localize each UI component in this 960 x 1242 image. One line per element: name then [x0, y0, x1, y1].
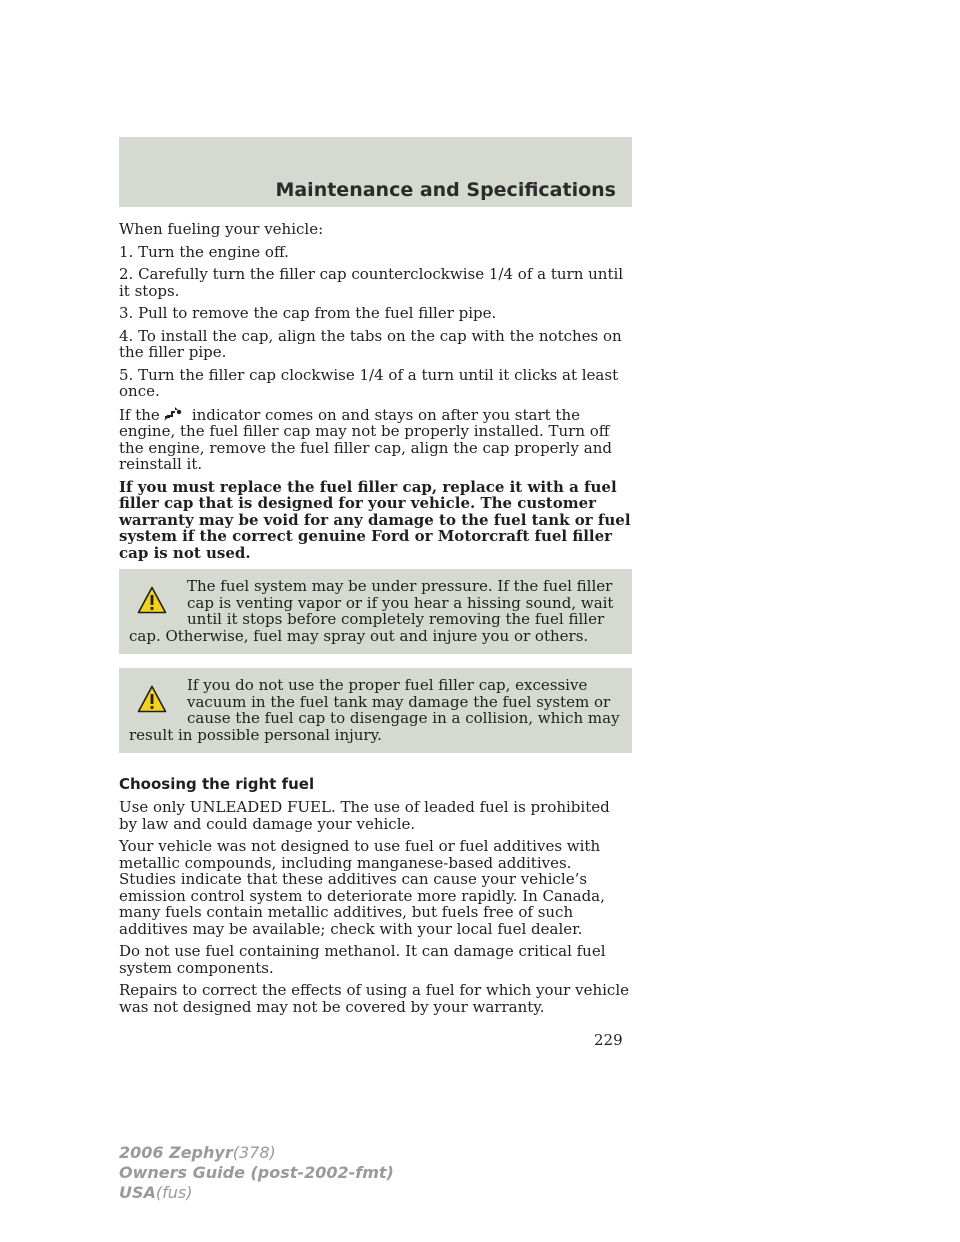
indicator-text-before: If the	[119, 405, 160, 424]
step-5: 5. Turn the filler cap clockwise 1/4 of a turn until it clicks at least once.	[119, 365, 619, 400]
footer-line-3	[119, 1183, 394, 1203]
warning-box-pressure	[119, 569, 632, 654]
warning-text-vacuum: If you do not use the proper fuel filler cap, excessive vacuum in the fuel tank may damage the fuel system or cause the fuel cap to disengage in a collision, which may result in possible personal injury.	[129, 676, 620, 744]
footer-market: USA	[119, 1183, 156, 1202]
check-fuel-cap-icon	[162, 406, 182, 422]
fuel-paragraph-3: Do not use fuel containing methanol. It can damage critical fuel system components.	[119, 942, 606, 977]
step-2: 2. Carefully turn the filler cap counterclockwise 1/4 of a turn until it stops.	[119, 265, 624, 300]
fuel-paragraph-4: Repairs to correct the effects of using a fuel for which your vehicle was not designed may not be covered by your warranty.	[119, 981, 629, 1016]
step-3: 3. Pull to remove the cap from the fuel filler pipe.	[119, 304, 497, 322]
page-title: Maintenance and Specifications	[275, 179, 616, 201]
step-1: 1. Turn the engine off.	[119, 242, 289, 261]
footer-model: 2006 Zephyr	[119, 1143, 233, 1162]
footer-line-1	[119, 1143, 394, 1163]
fuel-paragraph-1: Use only UNLEADED FUEL. The use of leaded fuel is prohibited by law and could damage your vehicle.	[119, 798, 610, 833]
warning-box-vacuum	[119, 668, 632, 753]
indicator-text-after: indicator comes on and stays on after you start the engine, the fuel filler cap may not be properly installed. Turn off the engine, remove the fuel filler cap, align the cap properly and reinstall it.	[119, 405, 612, 473]
step-4: 4. To install the cap, align the tabs on the cap with the notches on the filler pipe.	[119, 326, 622, 361]
bold-warning-text: If you must replace the fuel filler cap, replace it with a fuel filler cap that is designed for your vehicle. The customer warranty may be void for any damage to the fuel tank or fuel system if the correct genuine Ford or Motorcraft fuel filler cap is not used.	[119, 477, 631, 562]
warning-triangle-icon	[137, 586, 167, 614]
indicator-paragraph	[119, 406, 632, 473]
warning-triangle-icon	[137, 685, 167, 713]
page-content	[119, 221, 632, 1021]
footer	[119, 1143, 394, 1203]
footer-guide: Owners Guide (post-2002-fmt)	[119, 1163, 394, 1182]
page-number: 229	[594, 1031, 623, 1049]
fuel-paragraph-2: Your vehicle was not designed to use fuel or fuel additives with metallic compounds, including manganese-based additives. Studies indicate that these additives can cause your vehicle’s emission control system to deteriorate more rapidly. In Canada, many fuels contain metallic additives, but fuels free of such additives may be available; check with your local fuel dealer.	[119, 837, 605, 938]
warning-text-pressure: The fuel system may be under pressure. If the fuel filler cap is venting vapor or if you hear a hissing sound, wait until it stops before completely removing the fuel filler cap. Otherwise, fuel may spray out and injure you or others.	[129, 577, 614, 645]
header-band	[119, 137, 632, 207]
footer-model-code: (378)	[232, 1143, 276, 1162]
footer-line-2	[119, 1163, 394, 1183]
footer-market-code: (fus)	[155, 1183, 193, 1202]
intro-text: When fueling your vehicle:	[119, 220, 324, 238]
section-heading: Choosing the right fuel	[119, 775, 315, 793]
